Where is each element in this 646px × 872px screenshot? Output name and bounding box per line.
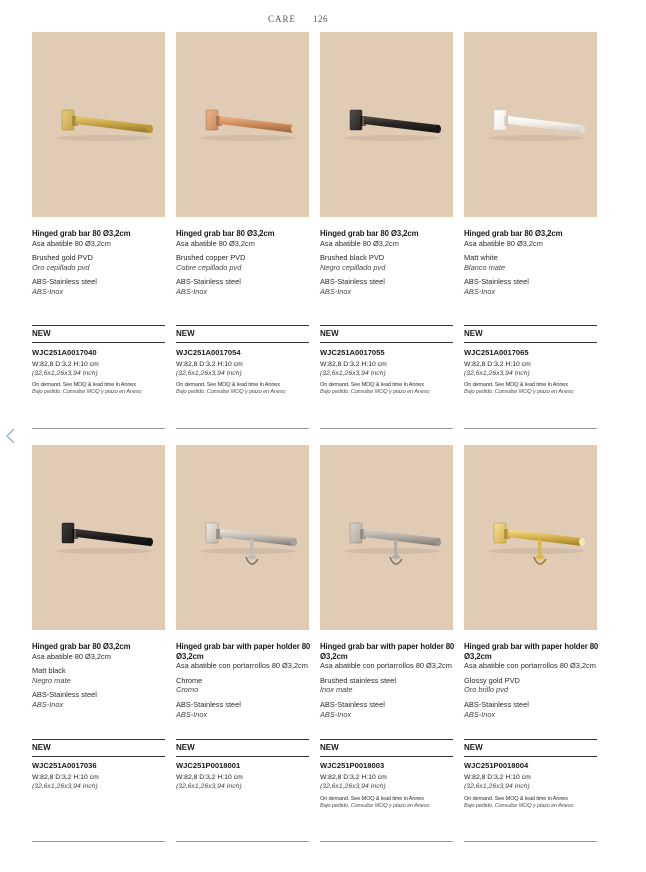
grab-bar-illustration (176, 445, 309, 630)
dimensions-cm: W:82,8 D:3,2 H:10 cm (464, 361, 531, 368)
note-en: On demand. See MOQ & lead time in Annex (320, 382, 424, 388)
product-card[interactable] (320, 445, 453, 845)
grab-bar-illustration (32, 32, 165, 217)
product-material-es: ABS-Inox (32, 286, 64, 296)
divider (320, 739, 453, 740)
product-description (32, 229, 168, 297)
product-description (464, 229, 600, 297)
grab-bar (508, 116, 582, 133)
product-photo (320, 32, 453, 217)
note-es: Bajo pedido. Consultar MOQ y plazo en Anexo (464, 803, 574, 810)
divider (320, 428, 453, 429)
product-finish-es: Cobre cepillado pvd (176, 262, 242, 272)
product-photo (32, 32, 165, 217)
bar-tip (291, 538, 297, 546)
product-code: WJC251P0018004 (464, 761, 529, 770)
product-dimensions (464, 361, 600, 378)
new-badge: NEW (320, 743, 339, 752)
product-material-es: ABS-Inox (176, 709, 208, 719)
product-material-es: ABS-Inox (320, 286, 352, 296)
product-finish: Brushed stainless steel (320, 675, 396, 685)
product-card[interactable] (464, 445, 597, 845)
product-subtitle: Asa abatible con portarrollos 80 Ø3,2cm (176, 661, 308, 671)
dimensions-cm: W:82,8 D:3,2 H:10 cm (176, 774, 243, 781)
product-finish: Brushed copper PVD (176, 253, 246, 263)
product-material: ABS-Stainless steel (464, 277, 529, 287)
holder-stem (538, 539, 541, 557)
product-card[interactable] (176, 445, 309, 845)
availability-note (176, 382, 316, 397)
divider (176, 739, 309, 740)
product-dimensions (32, 361, 168, 378)
new-badge: NEW (32, 329, 51, 338)
divider (32, 325, 165, 326)
dimensions-cm: W:82,8 D:3,2 H:10 cm (320, 361, 387, 368)
dimensions-cm: W:82,8 D:3,2 H:10 cm (320, 774, 387, 781)
product-finish: Glossy gold PVD (464, 675, 520, 685)
product-card[interactable] (176, 32, 309, 432)
product-finish: Matt white (464, 253, 498, 263)
product-dimensions (176, 361, 312, 378)
product-subtitle: Asa abatible 80 Ø3,2cm (32, 238, 111, 248)
dimensions-inch: (32,6x1,26x3,94 Inch) (176, 369, 242, 377)
grab-bar-illustration (176, 32, 309, 217)
product-subtitle: Asa abatible con portarrollos 80 Ø3,2cm (464, 661, 596, 671)
product-code: WJC251A0017065 (464, 348, 529, 357)
divider (464, 739, 597, 740)
divider (32, 428, 165, 429)
grab-bar-illustration (320, 445, 453, 630)
note-en: On demand. See MOQ & lead time in Annex (464, 382, 568, 388)
product-finish: Brushed black PVD (320, 253, 385, 263)
grab-bar (76, 529, 150, 546)
product-title: Hinged grab bar with paper holder 80 Ø3,2cm (176, 642, 311, 661)
product-material: ABS-Stainless steel (176, 699, 241, 709)
divider (464, 756, 597, 757)
product-description (320, 229, 456, 297)
divider (176, 841, 309, 842)
product-photo (464, 32, 597, 217)
product-photo (32, 445, 165, 630)
bar-tip (435, 125, 441, 133)
grab-bar-illustration (464, 445, 597, 630)
holder-stem (250, 539, 253, 557)
product-code: WJC251A0017054 (176, 348, 241, 357)
grab-bar (508, 529, 582, 546)
divider (320, 756, 453, 757)
product-code: WJC251A0017055 (320, 348, 385, 357)
product-subtitle: Asa abatible 80 Ø3,2cm (176, 238, 255, 248)
product-finish-es: Blanco mate (464, 262, 506, 272)
product-card[interactable] (32, 445, 165, 845)
product-description (464, 642, 600, 719)
grab-bar-illustration (464, 32, 597, 217)
availability-note (464, 382, 604, 397)
grab-bar (364, 529, 438, 546)
dimensions-inch: (32,6x1,26x3,94 Inch) (320, 782, 386, 790)
product-dimensions (32, 774, 168, 791)
dimensions-inch: (32,6x1,26x3,94 Inch) (320, 369, 386, 377)
divider (320, 325, 453, 326)
product-description (176, 229, 312, 297)
product-dimensions (176, 774, 312, 791)
dimensions-inch: (32,6x1,26x3,94 Inch) (464, 369, 530, 377)
product-description (320, 642, 456, 719)
product-material: ABS-Stainless steel (32, 277, 97, 287)
grab-bar-illustration (32, 445, 165, 630)
note-es: Bajo pedido. Consultar MOQ y plazo en Anexo (32, 389, 142, 396)
product-material-es: ABS-Inox (464, 286, 496, 296)
dimensions-inch: (32,6x1,26x3,94 Inch) (32, 782, 98, 790)
availability-note (32, 382, 172, 397)
availability-note (464, 796, 604, 811)
product-finish: Chrome (176, 675, 203, 685)
note-en: On demand. See MOQ & lead time in Annex (32, 382, 136, 388)
divider (464, 342, 597, 343)
divider (320, 342, 453, 343)
dimensions-cm: W:82,8 D:3,2 H:10 cm (176, 361, 243, 368)
product-material: ABS-Stainless steel (320, 699, 385, 709)
page-header (268, 14, 328, 24)
note-es: Bajo pedido. Consultar MOQ y plazo en Anexo (320, 803, 430, 810)
product-finish-es: Oro brillo pvd (464, 685, 508, 695)
note-en: On demand. See MOQ & lead time in Annex (176, 382, 280, 388)
note-es: Bajo pedido. Consultar MOQ y plazo en Anexo (320, 389, 430, 396)
dimensions-cm: W:82,8 D:3,2 H:10 cm (32, 361, 99, 368)
product-description (176, 642, 312, 719)
product-code: WJC251P0018003 (320, 761, 385, 770)
product-dimensions (320, 774, 456, 791)
bar-tip (147, 125, 153, 133)
note-es: Bajo pedido. Consultar MOQ y plazo en Anexo (464, 389, 574, 396)
availability-note (320, 382, 460, 397)
product-photo (176, 445, 309, 630)
chevron-left-icon[interactable] (4, 427, 16, 445)
product-material-es: ABS-Inox (176, 286, 208, 296)
dimensions-inch: (32,6x1,26x3,94 Inch) (32, 369, 98, 377)
product-photo (176, 32, 309, 217)
new-badge: NEW (176, 743, 195, 752)
product-material: ABS-Stainless steel (176, 277, 241, 287)
product-subtitle: Asa abatible 80 Ø3,2cm (320, 238, 399, 248)
divider (32, 756, 165, 757)
holder-stem (394, 539, 397, 557)
product-dimensions (320, 361, 456, 378)
product-card[interactable] (464, 32, 597, 432)
product-title: Hinged grab bar with paper holder 80 Ø3,2cm (320, 642, 455, 661)
product-finish: Brushed gold PVD (32, 253, 93, 263)
bar-tip (291, 125, 297, 133)
divider (464, 841, 597, 842)
grab-bar (76, 116, 150, 133)
bar-tip (435, 538, 441, 546)
product-subtitle: Asa abatible 80 Ø3,2cm (464, 238, 543, 248)
product-row (32, 32, 598, 432)
new-badge: NEW (320, 329, 339, 338)
divider (320, 841, 453, 842)
product-code: WJC251A0017040 (32, 348, 97, 357)
new-badge: NEW (464, 743, 483, 752)
note-en: On demand. See MOQ & lead time in Annex (464, 796, 568, 802)
product-card[interactable] (320, 32, 453, 432)
new-badge: NEW (32, 743, 51, 752)
new-badge: NEW (176, 329, 195, 338)
bar-tip (147, 538, 153, 546)
product-finish-es: Negro mate (32, 675, 71, 685)
new-badge: NEW (464, 329, 483, 338)
bar-tip (579, 125, 585, 133)
product-title: Hinged grab bar 80 Ø3,2cm (32, 229, 131, 238)
product-photo (320, 445, 453, 630)
divider (176, 756, 309, 757)
divider (176, 325, 309, 326)
product-finish-es: Inox mate (320, 685, 353, 695)
grab-bar-illustration (320, 32, 453, 217)
grab-bar (364, 116, 438, 133)
product-subtitle: Asa abatible con portarrollos 80 Ø3,2cm (320, 661, 452, 671)
divider (32, 841, 165, 842)
product-title: Hinged grab bar with paper holder 80 Ø3,2cm (464, 642, 599, 661)
product-material: ABS-Stainless steel (32, 690, 97, 700)
product-subtitle: Asa abatible 80 Ø3,2cm (32, 651, 111, 661)
product-photo (464, 445, 597, 630)
product-card[interactable] (32, 32, 165, 432)
grab-bar (220, 116, 294, 133)
product-finish-es: Oro cepillado pvd (32, 262, 90, 272)
divider (464, 428, 597, 429)
product-finish-es: Negro cepillado pvd (320, 262, 386, 272)
product-material-es: ABS-Inox (464, 709, 496, 719)
dimensions-cm: W:82,8 D:3,2 H:10 cm (32, 774, 99, 781)
grab-bar (220, 529, 294, 546)
product-title: Hinged grab bar 80 Ø3,2cm (32, 642, 131, 651)
product-finish-es: Cromo (176, 685, 199, 695)
dimensions-inch: (32,6x1,26x3,94 Inch) (464, 782, 530, 790)
product-row (32, 445, 598, 845)
product-title: Hinged grab bar 80 Ø3,2cm (176, 229, 275, 238)
dimensions-cm: W:82,8 D:3,2 H:10 cm (464, 774, 531, 781)
divider (32, 342, 165, 343)
product-description (32, 642, 168, 710)
product-material: ABS-Stainless steel (464, 699, 529, 709)
divider (32, 739, 165, 740)
product-dimensions (464, 774, 600, 791)
dimensions-inch: (32,6x1,26x3,94 Inch) (176, 782, 242, 790)
divider (176, 428, 309, 429)
section-name: CARE (268, 14, 297, 24)
divider (176, 342, 309, 343)
product-material: ABS-Stainless steel (320, 277, 385, 287)
product-material-es: ABS-Inox (320, 709, 352, 719)
product-material-es: ABS-Inox (32, 699, 64, 709)
divider (464, 325, 597, 326)
bar-tip (579, 538, 585, 546)
product-title: Hinged grab bar 80 Ø3,2cm (464, 229, 563, 238)
product-title: Hinged grab bar 80 Ø3,2cm (320, 229, 419, 238)
product-finish: Matt black (32, 666, 66, 676)
availability-note (320, 796, 460, 811)
note-en: On demand. See MOQ & lead time in Annex (320, 796, 424, 802)
product-code: WJC251A0017036 (32, 761, 97, 770)
product-code: WJC251P0018001 (176, 761, 241, 770)
page-number: 126 (313, 14, 329, 24)
note-es: Bajo pedido. Consultar MOQ y plazo en Anexo (176, 389, 286, 396)
